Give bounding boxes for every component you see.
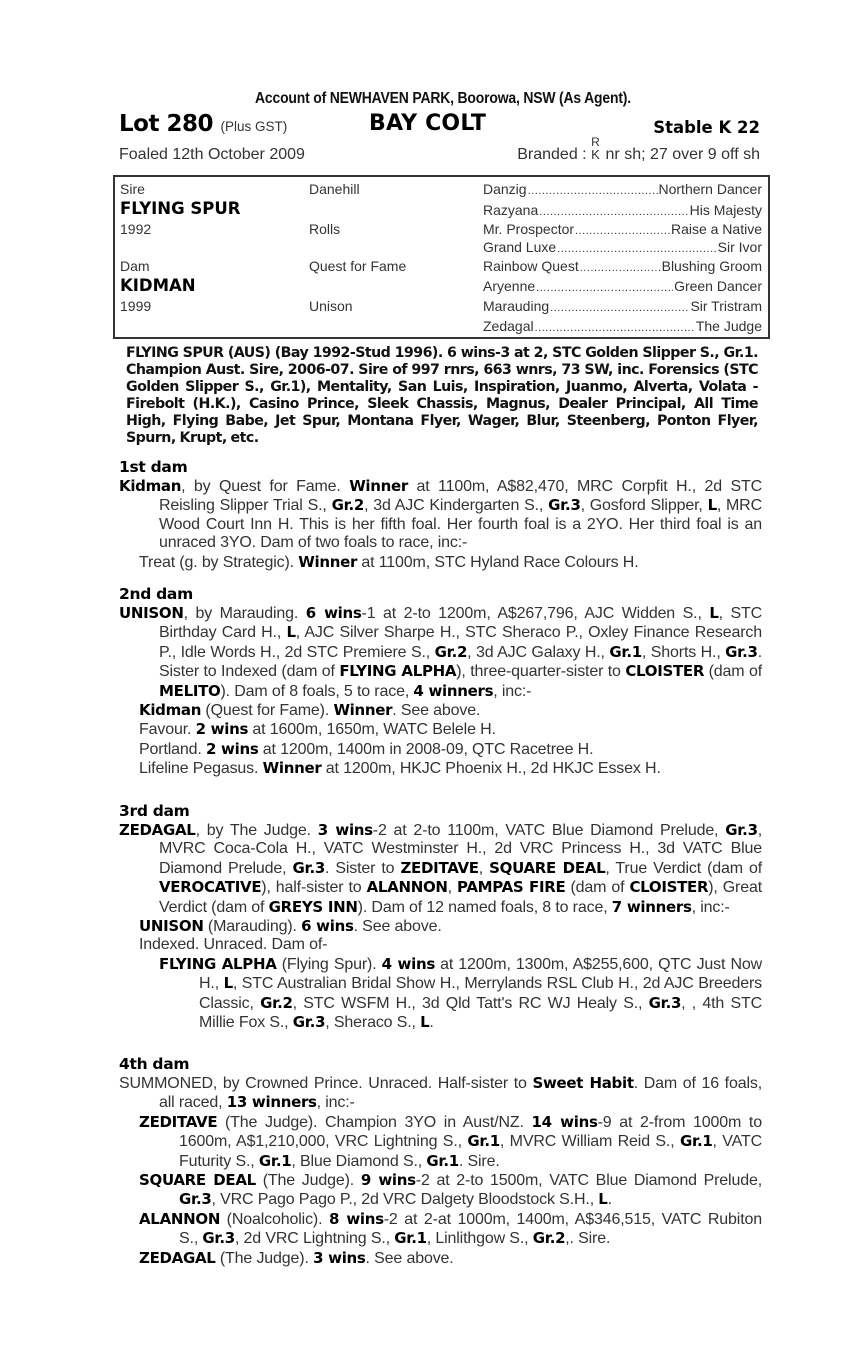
foaled-date: Foaled 12th October 2009 [119,146,305,163]
bold-highlight: GREYS INN [268,897,358,916]
bold-highlight: 2 wins [195,720,249,739]
dam-heading: 1st dam [119,458,188,476]
bold-highlight: 3 wins [313,1248,366,1267]
bold-highlight: L [707,496,717,515]
bold-highlight: Kidman [139,701,202,720]
dam-entry: ZEDAGAL, by The Judge. 3 wins-2 at 2-to 1100m, VATC Blue Diamond Prelude, Gr.3, MVRC Coca-Cola H., VATC Westminster H., 2d VRC Princess H., 3d VATC Blue Diamond Prelude, Gr.3. Sister to ZEDITAVE, SQUARE DEAL, True Verdict (dam of VEROCATIVE), half-sister to ALANNON, PAMPAS FIRE (dam of CLOISTER), Great Verdict (dam of GREYS INN). Dam of 12 named foals, 8 to race, 7 winners, inc:- [119,821,763,916]
bold-highlight: Gr.1 [467,1132,500,1151]
gen3-row: Grand Luxe ..... Sir Ivor [483,239,762,255]
bold-highlight: Gr.3 [292,1013,326,1032]
dam-heading: 4th dam [119,1055,190,1073]
dam-section [119,585,762,779]
bold-highlight: Gr.2 [532,1229,566,1248]
dam-year: 1999 [120,298,152,314]
progeny-entry: Kidman (Quest for Fame). Winner. See above. [139,701,481,720]
dam-entry: Kidman, by Quest for Fame. Winner at 1100m, A$82,470, MRC Corpfit H., 2d STC Reisling Slipper Trial S., Gr.2, 3d AJC Kindergarten S., Gr.3, Gosford Slipper, L, MRC Wood Court Inn H. This is her fifth foal. Her fourth foal is a 2YO. Her third foal is an unraced 3YO. Dam of two foals to race, inc:- [119,477,762,552]
bold-highlight: Gr.3 [179,1190,212,1209]
bold-highlight: 6 wins [301,917,354,936]
progeny-entry: Portland. 2 wins at 1200m, 1400m in 2008-09, QTC Racetree H. [139,739,594,758]
bold-highlight: 4 winners [413,681,494,700]
bold-highlight: 7 winners [611,897,692,916]
bold-highlight: Sweet Habit [532,1074,634,1092]
gen3-row: Marauding ..... Sir Tristram [483,298,762,314]
bold-highlight: 9 wins [360,1171,416,1190]
bold-highlight: CLOISTER [625,662,705,681]
gen3-row: Aryenne ..... Green Dancer [483,278,762,294]
dam-label: Dam [120,258,150,274]
bold-highlight: ZEDAGAL [139,1248,216,1267]
bold-highlight: Gr.3 [725,642,758,661]
bold-highlight: 13 winners [226,1093,317,1112]
bold-highlight: MELITO [159,681,221,700]
bold-highlight: 8 wins [328,1209,384,1228]
bold-highlight: L [286,623,296,642]
dam-entry: SUMMONED, by Crowned Prince. Unraced. Half-sister to Sweet Habit. Dam of 16 foals, all raced, 13 winners, inc:- [119,1074,762,1112]
bold-highlight: 3 wins [317,821,373,839]
bold-highlight: FLYING ALPHA [339,662,457,681]
bold-highlight: 4 wins [381,954,435,973]
bold-highlight: L [709,604,719,622]
progeny-entry: SQUARE DEAL (The Judge). 9 wins-2 at 2-to 1500m, VATC Blue Diamond Prelude, Gr.3, VRC Pago Pago P., 2d VRC Dalgety Bloodstock S.H., L. [139,1171,762,1209]
lot-number [119,111,287,137]
branded-label: Branded : [517,146,587,163]
sire-sire: Danehill [309,181,360,197]
gen3-row: Zedagal ..... The Judge [483,318,762,334]
progeny-entry: ZEDITAVE (The Judge). Champion 3YO in Aust/NZ. 14 wins-9 at 2-from 1000m to 1600m, A$1,210,000, VRC Lightning S., Gr.1, MVRC William Reid S., Gr.1, VATC Futurity S., Gr.1, Blue Diamond S., Gr.1. Sire. [139,1112,762,1170]
progeny-entry: UNISON (Marauding). 6 wins. See above. [139,917,442,936]
bold-highlight: L [223,974,233,993]
bold-highlight: Gr.2 [434,642,468,661]
bold-highlight: Gr.3 [202,1229,235,1248]
bold-highlight: L [420,1013,430,1032]
bold-highlight: Winner [333,701,393,720]
dam-section [119,1055,762,1268]
bold-highlight: SQUARE DEAL [489,858,606,877]
bold-highlight: Winner [262,759,322,778]
bold-highlight: 2 wins [206,739,259,758]
dam-sire: Quest for Fame [309,258,407,274]
progeny-entry: Lifeline Pegasus. Winner at 1200m, HKJC Phoenix H., 2d HKJC Essex H. [139,759,661,778]
gen3-row: Rainbow Quest ..... Blushing Groom [483,258,762,274]
gen3-row: Mr. Prospector ..... Raise a Native [483,221,762,237]
dam-name: KIDMAN [120,276,196,295]
horse-description: BAY COLT [369,111,487,136]
bold-highlight: Gr.3 [292,858,325,877]
bold-highlight: CLOISTER [629,878,709,897]
bold-highlight: Gr.2 [260,993,293,1012]
bold-highlight: Winner [349,477,409,495]
bold-highlight: Gr.1 [609,642,642,661]
bold-highlight: Kidman [119,477,182,495]
progeny-entry: ALANNON (Noalcoholic). 8 wins-2 at 2-at 1000m, 1400m, A$346,515, VATC Rubiton S., Gr.3, 2d VRC Lightning S., Gr.1, Linlithgow S., Gr.2,. Sire. [139,1209,762,1248]
bold-highlight: ALANNON [366,878,448,897]
progeny-entry: FLYING ALPHA (Flying Spur). 4 wins at 1200m, 1300m, A$255,600, QTC Just Now H., L, STC Australian Bridal Show H., Merrylands RSL Club H., 2d AJC Breeders Classic, Gr.2, STC WSFM H., 3d Qld Tatt's RC WJ Healy S., Gr.3, , 4th STC Millie Fox S., Gr.3, Sheraco S., L. [159,954,763,1032]
vendor-account: Account of NEWHAVEN PARK, Boorowa, NSW (As Agent). [255,90,631,107]
branded-detail: nr sh; 27 over 9 off sh [605,146,760,163]
bold-highlight: UNISON [139,917,204,936]
bold-highlight: Gr.3 [648,993,682,1012]
bold-highlight: Gr.1 [426,1151,459,1170]
bold-highlight: ZEDITAVE [139,1112,218,1131]
bold-highlight: 14 wins [531,1112,598,1131]
sire-dam: Rolls [309,221,341,237]
sire-year: 1992 [120,221,152,237]
dam-entry: UNISON, by Marauding. 6 wins-1 at 2-to 1200m, A$267,796, AJC Widden S., L, STC Birthday Card H., L, AJC Silver Sharpe H., STC Sheraco P., Oxley Finance Research P., Idle Words H., 2d STC Premiere S., Gr.2, 3d AJC Galaxy H., Gr.1, Shorts H., Gr.3. Sister to Indexed (dam of FLYING ALPHA), three-quarter-sister to CLOISTER (dam of MELITO). Dam of 8 foals, 5 to race, 4 winners, inc:- [119,604,762,700]
bold-highlight: ALANNON [139,1209,221,1228]
bold-highlight: ZEDITAVE [400,858,479,877]
bold-highlight: ZEDAGAL [119,821,196,839]
brand-description [517,135,760,164]
brand-mark: R K [591,135,600,162]
lot-gst-note: (Plus GST) [220,119,288,134]
bold-highlight: PAMPAS FIRE [457,878,566,897]
bold-highlight: Winner [298,552,358,571]
progeny-entry: ZEDAGAL (The Judge). 3 wins. See above. [139,1248,454,1267]
gen3-row: Danzig ..... Northern Dancer [483,181,762,197]
bold-highlight: Gr.1 [394,1229,427,1248]
bold-highlight: Gr.1 [680,1132,713,1151]
progeny-entry: Indexed. Unraced. Dam of- [139,936,328,954]
bold-highlight: UNISON [119,604,184,622]
sire-label: Sire [120,181,145,197]
bold-highlight: 6 wins [305,604,362,622]
dam-dam: Unison [309,298,353,314]
sire-biography: FLYING SPUR (AUS) (Bay 1992-Stud 1996). 6 wins-3 at 2, STC Golden Slipper S., Gr.1. Champion Aust. Sire, 2006-07. Sire of 997 rnrs, 663 wnrs, 73 SW, inc. Forensics (STC Golden Slipper S., Gr.1), Mentality, San Luis, Inspiration, Juanmo, Alverta, Volata - Firebolt (H.K.), Casino Prince, Sleek Chassis, Magnus, Dealer Principal, All Time High, Flying Babe, Jet Spur, Montana Flyer, Wager, Blur, Steenberg, Ponton Flyer, Spurn, Krupt, etc. [126,345,758,446]
bold-highlight: VEROCATIVE [159,878,262,897]
progeny-entry: Favour. 2 wins at 1600m, 1650m, WATC Belele H. [139,720,496,739]
bold-highlight: Gr.2 [331,496,365,515]
bold-highlight: Gr.3 [548,496,581,515]
bold-highlight: SQUARE DEAL [139,1171,256,1190]
stable-location: Stable K 22 [653,118,760,137]
progeny-entry: Treat (g. by Strategic). Winner at 1100m, STC Hyland Race Colours H. [139,552,639,571]
dam-section [119,802,762,1032]
dam-heading: 2nd dam [119,585,193,603]
pedigree-table [113,175,770,339]
dam-heading: 3rd dam [119,802,190,820]
lot-label: Lot 280 [119,111,213,137]
bold-highlight: L [598,1190,608,1209]
bold-highlight: FLYING ALPHA [159,954,277,973]
bold-highlight: Gr.3 [725,821,758,839]
dam-section [119,458,762,572]
bold-highlight: Gr.1 [258,1151,292,1170]
gen3-row: Razyana ..... His Majesty [483,202,762,218]
sire-name: FLYING SPUR [120,199,241,218]
